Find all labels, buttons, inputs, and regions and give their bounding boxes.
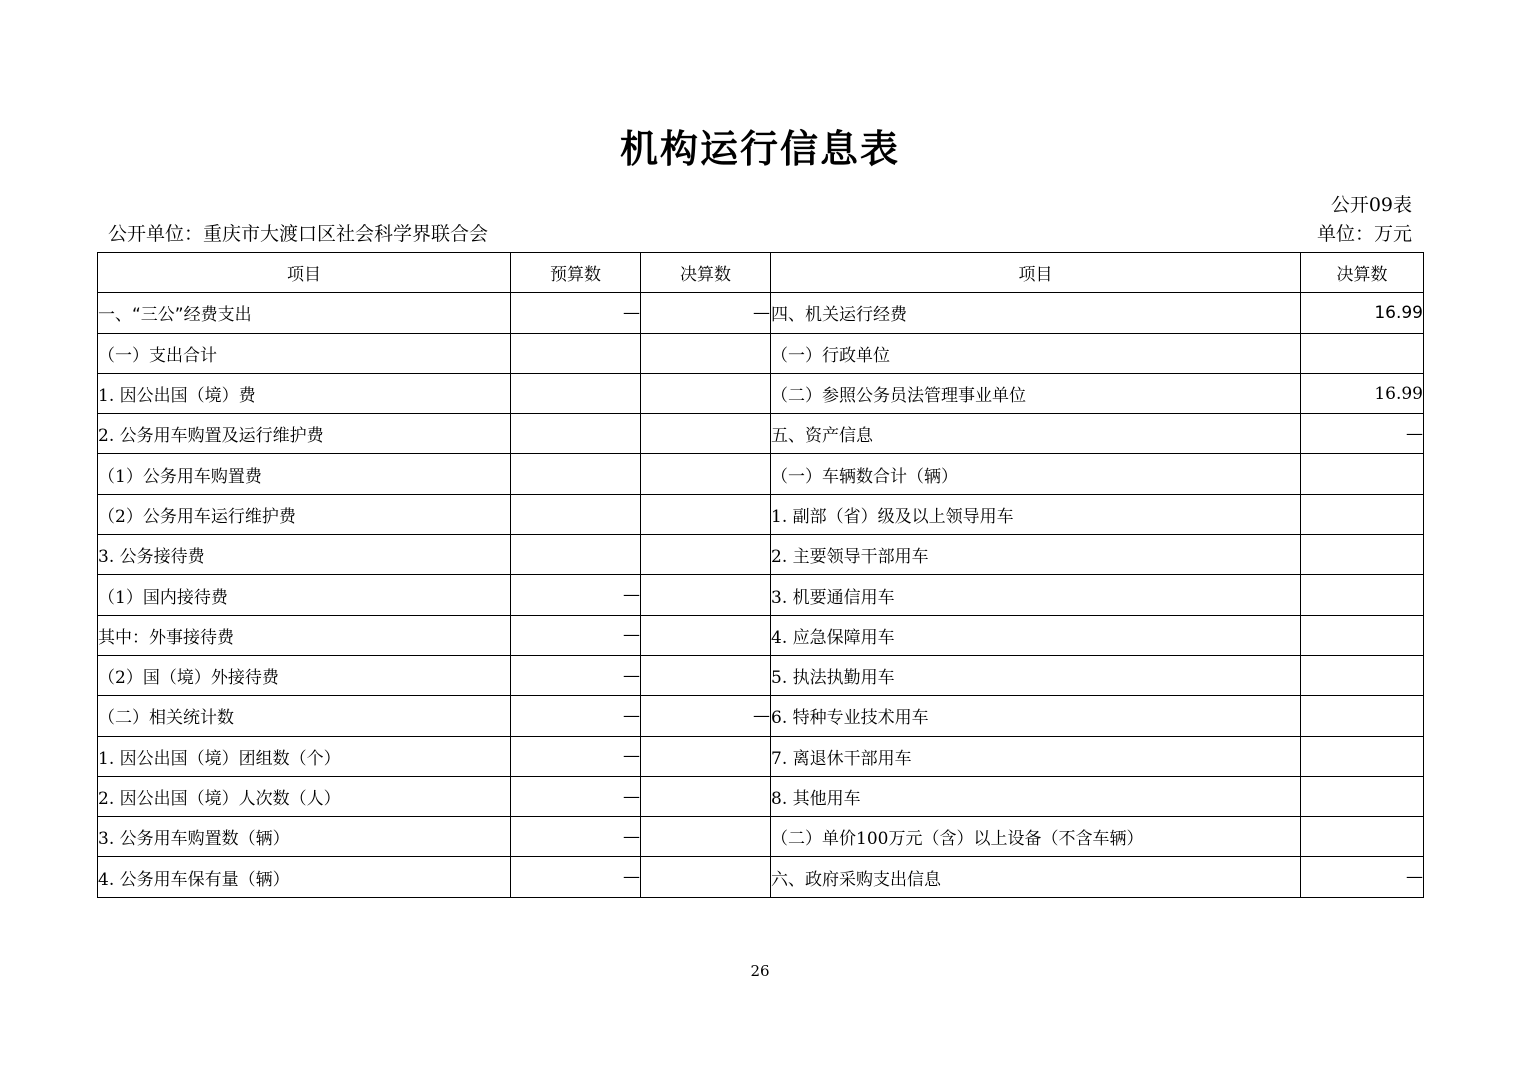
row-final-left	[641, 454, 771, 494]
table-row	[98, 414, 1424, 454]
row-final-left	[641, 414, 771, 454]
row-item-right: 4. 应急保障用车	[771, 615, 1301, 655]
row-final-left	[641, 776, 771, 816]
row-final-left	[641, 615, 771, 655]
row-item-right: 7. 离退休干部用车	[771, 736, 1301, 776]
row-final-left	[641, 373, 771, 413]
row-item-left: （1）国内接待费	[98, 575, 511, 615]
row-item-right: （二）参照公务员法管理事业单位	[771, 373, 1301, 413]
table-row	[98, 857, 1424, 897]
table-header-row	[98, 253, 1424, 293]
row-final-right	[1301, 494, 1424, 534]
row-final-right	[1301, 454, 1424, 494]
table-row	[98, 655, 1424, 695]
row-final-right	[1301, 575, 1424, 615]
row-item-left: 其中：外事接待费	[98, 615, 511, 655]
row-final-left: —	[641, 293, 771, 333]
row-final-right	[1301, 817, 1424, 857]
row-item-left: （一）支出合计	[98, 333, 511, 373]
row-item-right: （一）车辆数合计（辆）	[771, 454, 1301, 494]
header-final-right: 决算数	[1301, 253, 1424, 293]
row-final-left	[641, 817, 771, 857]
info-table	[97, 252, 1424, 898]
table-row	[98, 575, 1424, 615]
row-item-left: （二）相关统计数	[98, 696, 511, 736]
row-item-left: 1. 因公出国（境）团组数（个）	[98, 736, 511, 776]
row-budget: —	[511, 776, 641, 816]
row-item-left: 4. 公务用车保有量（辆）	[98, 857, 511, 897]
row-item-right: 1. 副部（省）级及以上领导用车	[771, 494, 1301, 534]
table-row	[98, 736, 1424, 776]
row-budget: —	[511, 857, 641, 897]
row-item-right: （一）行政单位	[771, 333, 1301, 373]
header-final-left: 决算数	[641, 253, 771, 293]
header-item-left: 项目	[98, 253, 511, 293]
table-row	[98, 454, 1424, 494]
table-row	[98, 333, 1424, 373]
row-item-right: 5. 执法执勤用车	[771, 655, 1301, 695]
row-budget	[511, 333, 641, 373]
table-row	[98, 293, 1424, 333]
row-final-right: —	[1301, 414, 1424, 454]
row-budget: —	[511, 293, 641, 333]
table-row	[98, 696, 1424, 736]
page-title: 机构运行信息表	[619, 127, 900, 171]
row-final-left	[641, 736, 771, 776]
row-budget: —	[511, 696, 641, 736]
row-item-right: 8. 其他用车	[771, 776, 1301, 816]
row-final-left: —	[641, 696, 771, 736]
row-budget: —	[511, 575, 641, 615]
table-row	[98, 615, 1424, 655]
organization-label: 公开单位：重庆市大渡口区社会科学界联合会	[108, 223, 489, 245]
row-final-right	[1301, 333, 1424, 373]
row-final-right	[1301, 696, 1424, 736]
row-item-left: （2）国（境）外接待费	[98, 655, 511, 695]
row-item-left: 3. 公务接待费	[98, 535, 511, 575]
row-final-right	[1301, 615, 1424, 655]
row-budget: —	[511, 736, 641, 776]
page-number: 26	[750, 962, 770, 980]
row-final-right	[1301, 655, 1424, 695]
row-final-right: —	[1301, 857, 1424, 897]
row-item-left: 2. 因公出国（境）人次数（人）	[98, 776, 511, 816]
table-row	[98, 776, 1424, 816]
table-row	[98, 494, 1424, 534]
form-number: 公开09表	[1330, 194, 1412, 216]
row-item-right: 五、资产信息	[771, 414, 1301, 454]
table-row	[98, 373, 1424, 413]
row-budget	[511, 414, 641, 454]
row-item-right: （二）单价100万元（含）以上设备（不含车辆）	[771, 817, 1301, 857]
row-budget	[511, 535, 641, 575]
row-final-right	[1301, 736, 1424, 776]
row-final-left	[641, 333, 771, 373]
row-final-left	[641, 575, 771, 615]
row-budget: —	[511, 615, 641, 655]
table-row	[98, 535, 1424, 575]
row-item-left: 3. 公务用车购置数（辆）	[98, 817, 511, 857]
row-item-left: （2）公务用车运行维护费	[98, 494, 511, 534]
row-item-right: 四、机关运行经费	[771, 293, 1301, 333]
header-budget: 预算数	[511, 253, 641, 293]
row-item-left: 1. 因公出国（境）费	[98, 373, 511, 413]
row-final-left	[641, 494, 771, 534]
unit-label: 单位：万元	[1316, 223, 1412, 245]
header-item-right: 项目	[771, 253, 1301, 293]
row-final-left	[641, 535, 771, 575]
row-final-right	[1301, 535, 1424, 575]
row-budget	[511, 494, 641, 534]
row-final-right: 16.99	[1301, 373, 1424, 413]
row-final-right: 16.99	[1301, 293, 1424, 333]
row-budget: —	[511, 817, 641, 857]
row-item-right: 6. 特种专业技术用车	[771, 696, 1301, 736]
row-budget: —	[511, 655, 641, 695]
row-item-right: 六、政府采购支出信息	[771, 857, 1301, 897]
row-item-left: 2. 公务用车购置及运行维护费	[98, 414, 511, 454]
row-final-left	[641, 655, 771, 695]
row-item-right: 3. 机要通信用车	[771, 575, 1301, 615]
row-final-right	[1301, 776, 1424, 816]
row-budget	[511, 454, 641, 494]
table-row	[98, 817, 1424, 857]
row-budget	[511, 373, 641, 413]
row-item-right: 2. 主要领导干部用车	[771, 535, 1301, 575]
row-item-left: 一、“三公”经费支出	[98, 293, 511, 333]
row-final-left	[641, 857, 771, 897]
row-item-left: （1）公务用车购置费	[98, 454, 511, 494]
